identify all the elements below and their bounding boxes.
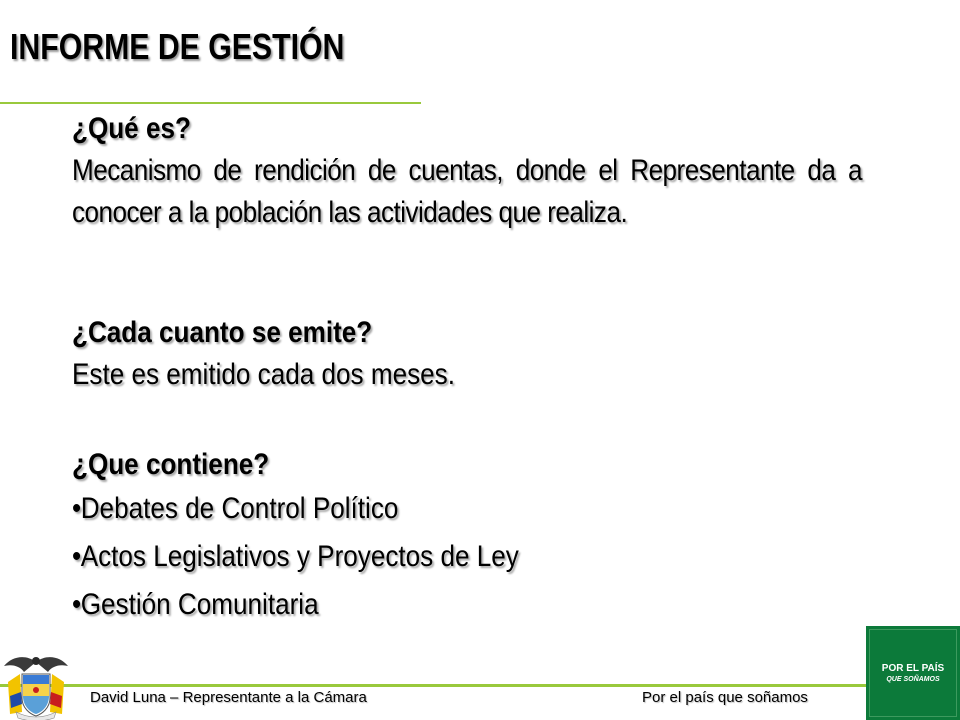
campaign-logo-badge (866, 626, 960, 720)
footer-left-text: David Luna – Representante a la Cámara (90, 689, 367, 706)
bullet-text: Actos Legislativos y Proyectos de Ley (80, 540, 519, 573)
footer-rule (0, 684, 866, 687)
slide-content (72, 108, 862, 626)
badge-line-2: QUE SOÑAMOS (886, 675, 940, 683)
section-heading-what: ¿Qué es? (72, 112, 191, 145)
list-item: • Debates de Control Político (72, 488, 759, 530)
footer-right-text: Por el país que soñamos (642, 689, 808, 706)
bullet-text: Debates de Control Político (80, 492, 399, 525)
section-heading-contents: ¿Que contiene? (72, 448, 270, 481)
colombia-coat-of-arms-icon (0, 652, 72, 720)
list-item: • Actos Legislativos y Proyectos de Ley (72, 536, 759, 578)
section-body-what: Mecanismo de rendición de cuentas, donde el Representante da a conocer a la población las actividades que realiza. (72, 154, 862, 229)
title-underline (0, 102, 421, 104)
badge-line-1: POR EL PAÍS (881, 662, 945, 674)
bullet-text: Gestión Comunitaria (80, 588, 319, 621)
slide-title: INFORME DE GESTIÓN (10, 26, 345, 67)
badge-frame (869, 629, 957, 717)
section-body-frequency: Este es emitido cada dos meses. (72, 358, 455, 391)
section-heading-frequency: ¿Cada cuanto se emite? (72, 316, 373, 349)
list-item: • Gestión Comunitaria (72, 584, 759, 626)
